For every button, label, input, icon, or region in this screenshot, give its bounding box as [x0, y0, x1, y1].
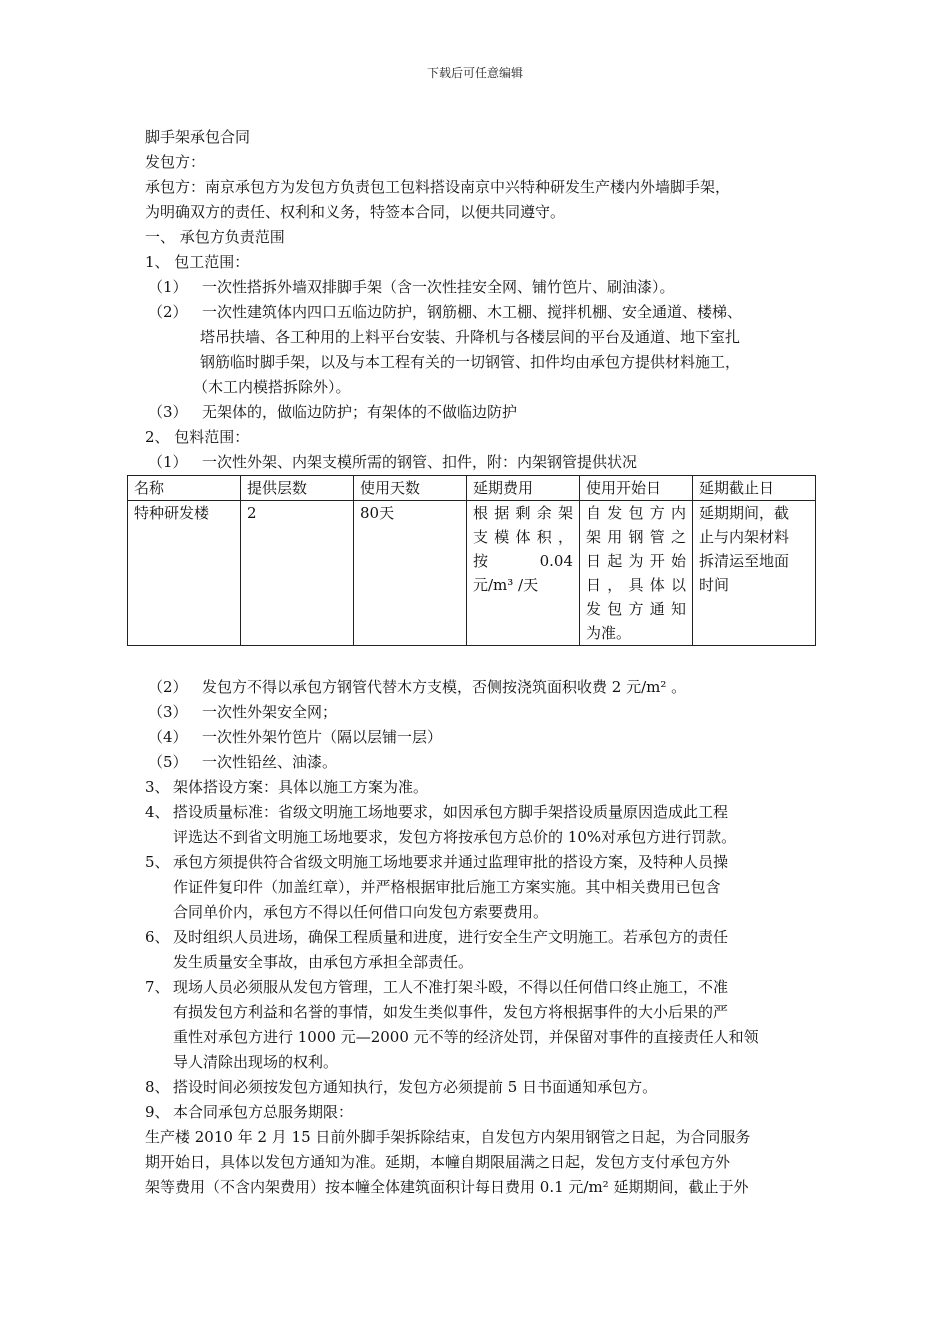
table-cell-floors: 2: [241, 501, 354, 646]
party-a-line: 发包方：: [145, 153, 206, 171]
cell-line: 日，具体以: [586, 576, 686, 594]
clause-text: 及时组织人员进场，确保工程质量和进度，进行安全生产文明施工。若承包方的责任: [173, 928, 729, 946]
section-heading: 一、 承包方负责范围: [145, 228, 285, 246]
item-text-cont: （木工内模搭拆除外）。: [193, 378, 351, 396]
list-item: [148, 727, 442, 747]
clause-number: 4、: [145, 803, 170, 821]
table-header-cell: 使用开始日: [580, 476, 693, 501]
list-item: [148, 302, 742, 322]
cell-line: 支模体积，: [473, 528, 573, 546]
clause-text-cont: 重性对承包方进行 1000 元—2000 元不等的经济处罚，并保留对事件的直接责任人和领: [173, 1028, 759, 1046]
cell-line: 发包方通知: [586, 600, 686, 618]
list-item: [148, 702, 337, 722]
list-item: [148, 402, 517, 422]
clause: [145, 852, 728, 872]
clause-text: 架体搭设方案：具体以施工方案为准。: [173, 778, 429, 796]
table-header-cell: 延期费用: [467, 476, 580, 501]
cell-line: 架用钢管之: [586, 528, 686, 546]
cell-line: 日起为开始: [586, 552, 686, 570]
clause: [145, 1077, 657, 1097]
clause-number: 6、: [145, 928, 170, 946]
steel-supply-table: [127, 475, 816, 646]
item-number: （3）: [148, 403, 188, 421]
clause-text-cont: 有损发包方利益和名誉的事情，如发生类似事件，发包方将根据事件的大小后果的严: [173, 1003, 729, 1021]
party-b-line: 承包方：南京承包方为发包方负责包工包料搭设南京中兴特种研发生产楼内外墙脚手架，: [145, 178, 731, 196]
table-row: [128, 501, 816, 646]
clause-number: 9、: [145, 1103, 170, 1121]
body-paragraph-line: 生产楼 2010 年 2 月 15 日前外脚手架拆除结束，自发包方内架用钢管之日起，为合同服务: [145, 1128, 751, 1146]
table-header-cell: 提供层数: [241, 476, 354, 501]
item-text-cont: 塔吊扶墙、各工种用的上料平台安装、升降机与各楼层间的平台及通道、地下室扎: [200, 328, 741, 346]
table-header-cell: 名称: [128, 476, 241, 501]
clause: [145, 977, 728, 997]
clause-text: 现场人员必须服从发包方管理，工人不准打架斗殴，不得以任何借口终止施工，不准: [173, 978, 729, 996]
table-cell-name: 特种研发楼: [128, 501, 241, 646]
table-cell-fee: [467, 501, 580, 646]
item-text-cont: 钢筋临时脚手架，以及与本工程有关的一切钢管、扣件均由承包方提供材料施工，: [200, 353, 741, 371]
clause-text-cont: 发生质量安全事故，由承包方承担全部责任。: [173, 953, 474, 971]
clause-text: 搭设质量标准：省级文明施工场地要求，如因承包方脚手架搭设质量原因造成此工程: [173, 803, 729, 821]
list-item: [148, 752, 337, 772]
item-number: （2）: [148, 303, 188, 321]
cell-line: 为准。: [586, 624, 632, 642]
table-cell-end: [693, 501, 816, 646]
item-number: （4）: [148, 728, 188, 746]
item-text: 一次性建筑体内四口五临边防护，钢筋棚、木工棚、搅拌机棚、安全通道、楼梯、: [202, 303, 743, 321]
clause: [145, 1102, 353, 1122]
item-number: （1）: [148, 453, 188, 471]
party-b-line-cont: 为明确双方的责任、权利和义务，特签本合同，以便共同遵守。: [145, 203, 566, 221]
clause-number: 7、: [145, 978, 170, 996]
item-number: （2）: [148, 678, 188, 696]
clause-number: 5、: [145, 853, 170, 871]
cell-line: 自发包方内: [586, 504, 686, 522]
table-header-row: [128, 476, 816, 501]
item-text: 一次性外架安全网；: [202, 703, 338, 721]
clause: [145, 927, 728, 947]
table-cell-days: 80天: [354, 501, 467, 646]
cell-line: 元/m³ /天: [473, 576, 539, 594]
cell-line: 延期期间，截: [699, 504, 790, 522]
item-text: 发包方不得以承包方钢管代替木方支模，否侧按浇筑面积收费 2 元/m² 。: [202, 678, 687, 696]
clause-text: 搭设时间必须按发包方通知执行，发包方必须提前 5 日书面通知承包方。: [173, 1078, 658, 1096]
table-cell-start: [580, 501, 693, 646]
cell-line: 止与内架材料: [699, 528, 790, 546]
page-header: 下载后可任意编辑: [426, 66, 523, 80]
cell-line: 按 0.04: [473, 552, 573, 570]
clause-text-cont: 评选达不到省文明施工场地要求，发包方将按承包方总价的 10%对承包方进行罚款。: [173, 828, 737, 846]
item-text: 一次性铅丝、油漆。: [202, 753, 338, 771]
clause-text-cont: 合同单价内，承包方不得以任何借口向发包方索要费用。: [173, 903, 549, 921]
table-header-cell: 延期截止日: [693, 476, 816, 501]
item-text: 一次性搭拆外墙双排脚手架（含一次性挂安全网、铺竹笆片、刷油漆）。: [202, 278, 675, 296]
body-paragraph-line: 期开始日，具体以发包方通知为准。延期，本幢自期限届满之日起，发包方支付承包方外: [145, 1153, 731, 1171]
clause-number: 8、: [145, 1078, 170, 1096]
clause-text: 本合同承包方总服务期限：: [173, 1103, 354, 1121]
clause-text-cont: 作证件复印件（加盖红章），并严格根据审批后施工方案实施。其中相关费用已包含: [173, 878, 721, 896]
list-item: [148, 452, 637, 472]
cell-line: 拆清运至地面: [699, 552, 790, 570]
item-text: 一次性外架、内架支模所需的钢管、扣件，附：内架钢管提供状况: [202, 453, 638, 471]
cell-line: 根据剩余架: [473, 504, 573, 522]
cell-line: 时间: [699, 576, 730, 594]
item-text: 一次性外架竹笆片（隔以层铺一层）: [202, 728, 443, 746]
item-number: （5）: [148, 753, 188, 771]
item-number: （1）: [148, 278, 188, 296]
clause-text-cont: 导人清除出现场的权利。: [173, 1053, 339, 1071]
subsection-heading: 2、 包料范围：: [145, 428, 250, 446]
clause: [145, 777, 428, 797]
item-text: 无架体的，做临边防护；有架体的不做临边防护: [202, 403, 518, 421]
table-header-cell: 使用天数: [354, 476, 467, 501]
clause: [145, 802, 728, 822]
list-item: [148, 277, 675, 297]
list-item: [148, 677, 686, 697]
body-paragraph-line: 架等费用（不含内架费用）按本幢全体建筑面积计每日费用 0.1 元/m² 延期期间，截止于外: [145, 1178, 749, 1196]
contract-title: 脚手架承包合同: [145, 128, 251, 146]
clause-number: 3、: [145, 778, 170, 796]
subsection-heading: 1、 包工范围：: [145, 253, 250, 271]
item-number: （3）: [148, 703, 188, 721]
clause-text: 承包方须提供符合省级文明施工场地要求并通过监理审批的搭设方案，及特种人员操: [173, 853, 729, 871]
